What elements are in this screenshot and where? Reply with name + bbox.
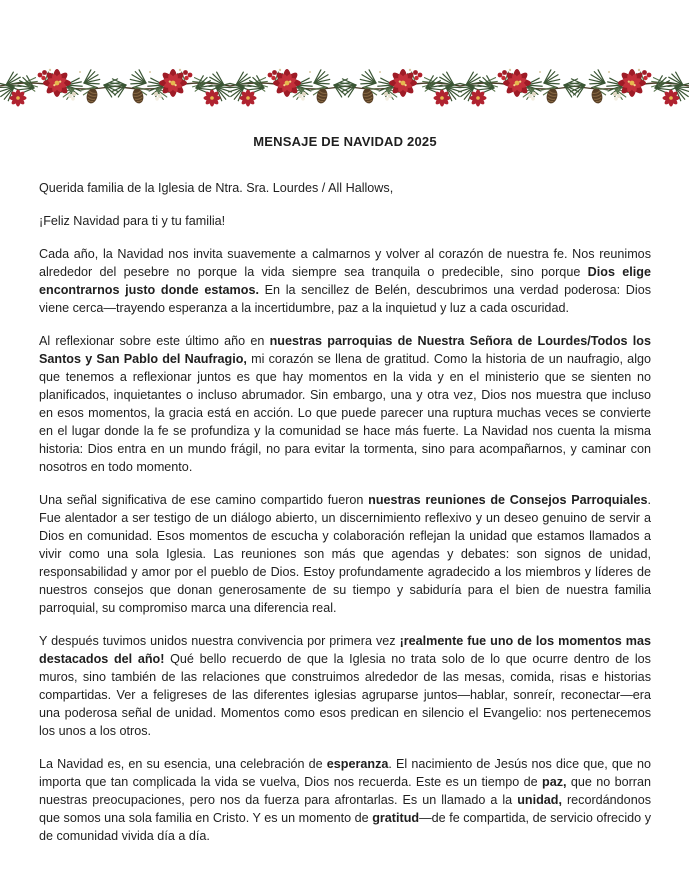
- letter-content: [39, 134, 651, 860]
- greeting-line: ¡Feliz Navidad para ti y tu familia!: [39, 214, 226, 228]
- salutation-line: Querida familia de la Iglesia de Ntra. Sra. Lourdes / All Hallows,: [39, 181, 394, 195]
- paragraph-consejos-parroquiales: Una señal significativa de ese camino compartido fueron nuestras reuniones de Consejos Parroquiales. Fue alentador a ser testigo de un diálogo abierto, un discernimiento reflexivo y un deseo genuino de servir a Dios en comunidad. Esos momentos de escucha y colaboración reflejan la unidad que estamos llamados a vivir como una sola Iglesia. Las reuniones son más que agendas y debates: son signos de unidad, responsabilidad y amor por el pueblo de Dios. Estoy profundamente agradecido a los miembros y líderes de nuestros consejos que donan generosamente de su tiempo y sabiduría para el bien de nuestra familia parroquial, su compromiso marca una diferencia real.: [39, 493, 651, 615]
- document-title: MENSAJE DE NAVIDAD 2025: [253, 134, 437, 149]
- paragraph-navidad-invita: Cada año, la Navidad nos invita suavemente a calmarnos y volver al corazón de nuestra fe. Nos reunimos alrededor del pesebre no porque la vida siempre sea tranquila o predecible, sino porque Dios elige encontrarnos justo donde estamos. En la sencillez de Belén, descubrimos una verdad poderosa: Dios viene cerca—trayendo esperanza a la incertidumbre, paz a la inquietud y luz a cada oscuridad.: [39, 247, 651, 315]
- paragraph-esperanza-paz-unidad: La Navidad es, en su esencia, una celebración de esperanza. El nacimiento de Jesús nos dice que, que no importa que tan complicada la vida se vuelva, Dios nos recuerda. Este es un tiempo de paz, que no borran nuestras preocupaciones, pero nos da fuerza para afrontarlas. Es un llamado a la unidad, recordándonos que somos una sola familia en Cristo. Y es un momento de gratitud—de fe compartida, de servicio ofrecido y de comunidad vivida día a día.: [39, 757, 652, 843]
- christmas-garland-icon: [0, 56, 689, 118]
- paragraph-reflexion-parroquias: Al reflexionar sobre este último año en nuestras parroquias de Nuestra Señora de Lourdes/Todos los Santos y San Pablo del Naufragio, mi corazón se llena de gratitud. Como la historia de un naufragio, algo que tenemos a reflexionar juntos es que hay momentos en la vida y en el ministerio que se sienten no planificados, inquietantes o incluso abrumador. Sin embargo, una y otra vez, Dios nos muestra que incluso en esos momentos, la gracia está en acción. Lo que puede parecer una ruptura muchas veces se convierte en el lugar donde la fe se profundiza y la comunidad se hace más fuerte. La Navidad nos cuenta la misma historia: Dios entra en un mundo frágil, no para evitar la tormenta, sino para acompañarnos, y caminar con nosotros en todo momento.: [39, 334, 651, 474]
- paragraph-convivencia: Y después tuvimos unidos nuestra convivencia por primera vez ¡realmente fue uno de los momentos mas destacados del año! Qué bello recuerdo de que la Iglesia no trata solo de lo que ocurre dentro de los muros, sino también de las relaciones que construimos alrededor de las mesas, comida, risas e historias compartidas. Ver a feligreses de las diferentes iglesias agruparse juntos—hablar, sonreír, reconectar—era una poderosa señal de unidad. Momentos como esos predican en silencio el Evangelio: nos pertenecemos los unos a los otros.: [39, 634, 652, 738]
